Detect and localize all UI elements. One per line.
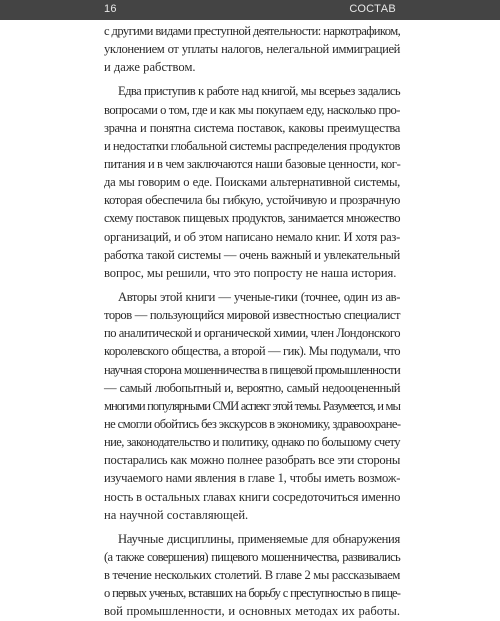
paragraph [104,22,400,76]
text-line: Научные дисциплины, применяемые для обнаружения [118,531,400,546]
text-line: о первых ученых, вставших на борьбу с преступностью в пище- [104,586,400,601]
text-line: вопрос, мы решили, что это попросту не наша история. [104,265,397,280]
text-line: не смогли обойтись без экскурсов в экономику, здравоохране- [104,416,401,431]
text-line: да мы говорим о еде. Поисками альтернативной системы, [104,175,400,190]
text-line: (а также совершения) пищевого мошенничества, развивались [104,549,400,564]
text-line: постарались как можно полнее разобрать все эти стороны [104,453,400,468]
page-number: 16 [104,3,117,15]
text-line: по аналитической и органической химии, член Лондонского [104,326,400,341]
text-line: вопросами о том, где и как мы покупаем еду, насколько про- [104,102,400,117]
text-line: научная сторона мошенничества в пищевой промышленности [104,362,400,377]
text-line: с другими видами преступной деятельности: наркотрафиком, [104,24,401,38]
text-line: уклонением от уплаты налогов, нелегальной иммиграцией [104,42,400,57]
text-line: которая обеспечила бы гибкую, устойчивую и прозрачную [104,193,400,208]
text-line: изучаемого нами явления в главе 1, чтобы иметь возмож- [104,471,401,486]
running-head: СОСТАВ [349,3,396,15]
text-line: и недостатки глобальной системы распределения продуктов [104,138,400,153]
text-line: Авторы этой книги — ученые-гики (точнее, один из ав- [118,289,400,304]
text-line: многими популярными СМИ аспект этой темы. Разумеется, и мы [104,398,400,413]
text-line: и даже рабством. [104,60,196,75]
text-line: схему поставок пищевых продуктов, занимается множество [104,211,400,226]
paragraph [104,288,400,524]
paragraph [104,530,400,621]
text-line: в течение нескольких столетий. В главе 2 мы рассказываем [104,568,400,583]
text-line: работка такой системы — очень важный и увлекательный [104,247,400,262]
text-line: питания и в чем заключаются наши базовые ценности, ког- [104,156,401,171]
text-line: ность в остальных главах книги сосредоточиться именно [104,489,401,504]
text-line: ние, законодательство и политику, однако по большому счету [104,435,400,450]
text-line: — самый любопытный и, вероятно, самый недооцененный [104,380,400,395]
text-line: на научной составляющей. [104,507,249,522]
text-line: организаций, и об этом написано немало книг. И хотя раз- [104,229,400,244]
page-header [0,0,500,20]
text-line: торов — пользующийся мировой известностью специалист [104,308,400,323]
body-text [104,22,400,621]
text-line: Едва приступив к работе над книгой, мы всерьез задались [118,84,400,99]
paragraph [104,82,400,282]
text-line: зрачна и понятна система поставок, каковы преимущества [104,120,400,135]
text-line: королевского общества, а второй — гик). Мы подумали, что [104,344,400,359]
text-line: вой промышленности, и основных методах их работы. [104,604,400,619]
